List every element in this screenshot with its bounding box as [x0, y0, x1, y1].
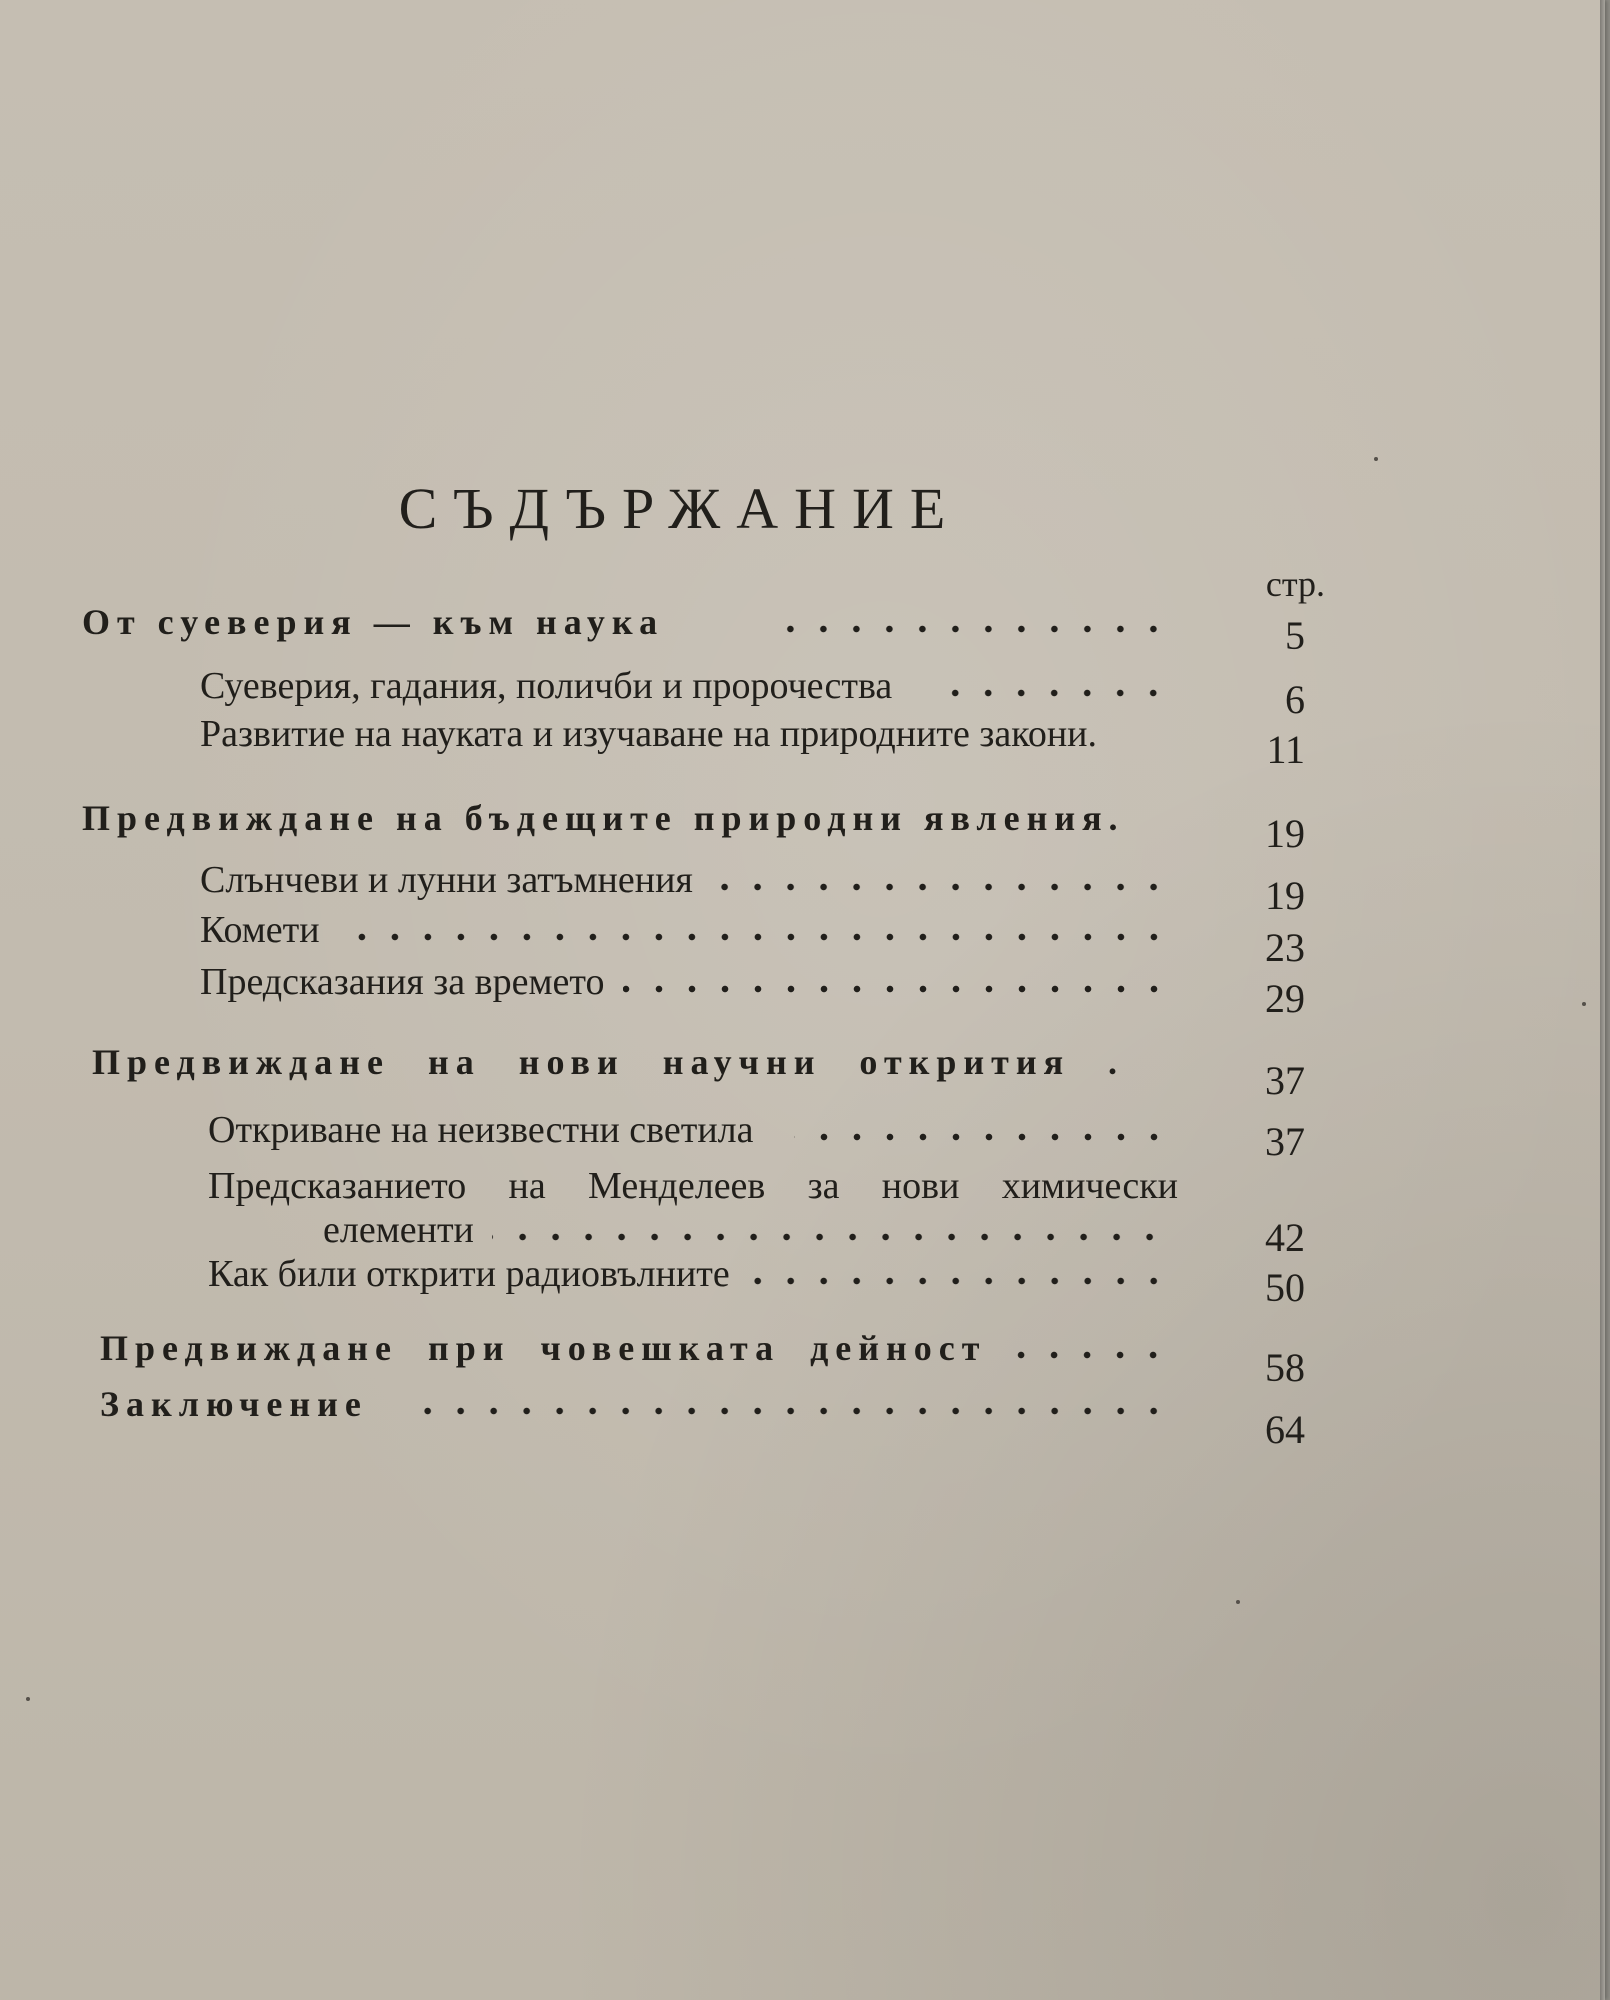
page-column-label: стр.	[1265, 564, 1325, 604]
toc-entry	[100, 1382, 1182, 1426]
toc-entry-title: Предвиждане при човешката дейност	[100, 1328, 987, 1368]
page-edge	[1600, 0, 1605, 2000]
toc-entry	[200, 858, 1182, 902]
toc-page-number: 6	[1285, 677, 1305, 722]
toc-page-number: 37	[1265, 1119, 1305, 1164]
toc-page-number: 19	[1265, 873, 1305, 918]
toc-entry	[82, 600, 1182, 644]
toc-entry	[200, 960, 1182, 1004]
toc-page-number: 50	[1265, 1265, 1305, 1310]
dot-leader	[748, 1276, 1170, 1286]
toc-entry-title: Предвиждане на нови научни открития .	[92, 1042, 1125, 1082]
toc-entry	[92, 1040, 1182, 1084]
toc-entry	[100, 1326, 1182, 1370]
toc-entry-title: Комети	[200, 909, 320, 951]
dot-leader	[408, 1406, 1170, 1416]
dot-leader	[794, 1132, 1170, 1142]
toc-page-number: 42	[1265, 1215, 1305, 1260]
toc-page-number: 19	[1265, 811, 1305, 856]
dot-leader	[492, 1232, 1166, 1242]
toc-entry	[208, 1252, 1182, 1296]
toc-page-number: 29	[1265, 976, 1305, 1021]
toc-page-number: 37	[1265, 1058, 1305, 1103]
toc-entry-continuation-row	[323, 1208, 1178, 1252]
toc-entry	[208, 1108, 1182, 1152]
toc-page-number: 11	[1266, 727, 1305, 772]
paper-speck	[26, 1697, 30, 1701]
toc-page-number: 58	[1265, 1345, 1305, 1390]
toc-entry-title: Как били открити радиовълните	[208, 1253, 730, 1295]
toc-entry-title: Суеверия, гадания, поличби и пророчества	[200, 665, 893, 707]
toc-entry	[200, 712, 1182, 756]
paper-speck	[1236, 1600, 1240, 1604]
toc-heading: СЪДЪРЖАНИЕ	[398, 476, 962, 541]
toc-entry-title-continuation: елементи	[323, 1209, 474, 1251]
toc-entry-title: Откриване на неизвестни светила	[208, 1109, 754, 1151]
toc-entry-title: От суеверия — към наука	[82, 602, 665, 642]
dot-leader	[932, 688, 1170, 698]
toc-entry	[208, 1164, 1178, 1252]
dot-leader	[1004, 1350, 1170, 1360]
dot-leader	[623, 984, 1171, 994]
dot-leader	[764, 624, 1170, 634]
dot-leader	[711, 882, 1170, 892]
toc-entry-title: Развитие на науката и изучаване на природните закони.	[200, 713, 1097, 755]
toc-page-number: 64	[1265, 1407, 1305, 1452]
toc-entry-title: Предсказания за времето	[200, 961, 605, 1003]
toc-entry	[200, 664, 1182, 708]
paper-speck	[1582, 1002, 1586, 1006]
toc-entry-title: Предвиждане на бъдещите природни явления.	[82, 798, 1125, 838]
toc-entry	[82, 796, 1182, 840]
toc-entry-title: Слънчеви и лунни затъмнения	[200, 859, 693, 901]
dot-leader	[338, 932, 1170, 942]
toc-page-number: 23	[1265, 925, 1305, 970]
toc-entry-title: Предсказанието на Менделеев за нови химически	[208, 1165, 1178, 1207]
paper-speck	[1374, 457, 1378, 461]
toc-entry	[200, 908, 1182, 952]
toc-entry-title: Заключение	[100, 1384, 368, 1424]
toc-page-number: 5	[1285, 613, 1305, 658]
